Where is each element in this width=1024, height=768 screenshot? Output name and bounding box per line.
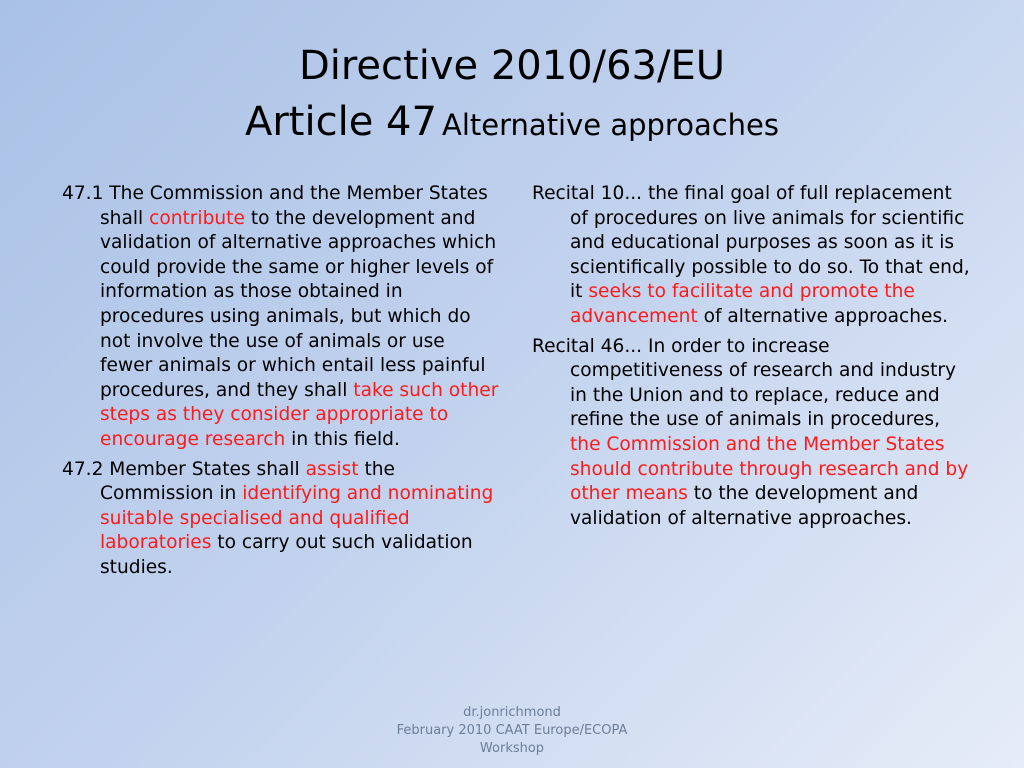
left-column xyxy=(62,182,502,586)
paragraph-recital-46 xyxy=(532,335,972,532)
text-segment: 47.2 Member States shall xyxy=(62,458,306,480)
text-segment: to the development and validation of alternative approaches which could provide the same or higher levels of information as those obtained in procedures using animals, but which do not involve the use of animals or use fewer animals or which entail less painful procedures, and they shall xyxy=(100,207,497,401)
slide-title xyxy=(0,38,1024,158)
title-article xyxy=(0,94,1024,158)
text-segment: Recital 10... the final goal of full replacement of procedures on live animals for scientific and educational purposes as soon as it is scientifically possible to do so. To that end, it xyxy=(532,183,970,303)
text-segment: to carry out such validation studies. xyxy=(100,532,473,578)
highlight-assist: assist xyxy=(305,458,359,480)
title-directive: Directive 2010/63/EU xyxy=(298,43,726,89)
text-segment: Recital 46... In order to increase competitiveness of research and industry in the Union and to replace, reduce and refine the use of animals in procedures, xyxy=(532,335,957,431)
highlight-facilitate-promote: seeks to facilitate and promote the advancement xyxy=(570,281,915,327)
title-article-subtitle: Alternative approaches xyxy=(442,108,779,142)
text-segment: the Commission in xyxy=(100,458,395,505)
highlight-laboratories: identifying and nominating suitable specialised and qualified laboratories xyxy=(100,483,494,554)
text-segment: to the development and validation of alternative approaches. xyxy=(570,483,919,529)
highlight-encourage-research: take such other steps as they consider appropriate to encourage research xyxy=(100,379,499,450)
title-article-number: Article 47 xyxy=(244,99,437,145)
paragraph-47-1 xyxy=(62,182,502,453)
footer-event: February 2010 CAAT Europe/ECOPA xyxy=(396,723,628,738)
slide-footer xyxy=(362,704,662,758)
paragraph-recital-10 xyxy=(532,182,972,330)
text-segment: 47.1 The Commission and the Member States shall xyxy=(62,183,488,229)
highlight-contribute: contribute xyxy=(149,207,245,229)
footer-author: dr.jonrichmond xyxy=(463,705,561,720)
paragraph-47-2 xyxy=(62,458,502,581)
text-segment: in this field. xyxy=(285,428,400,450)
text-segment: of alternative approaches. xyxy=(697,305,949,327)
highlight-commission-contribute: the Commission and the Member States should contribute through research and by other means xyxy=(570,433,969,505)
right-column xyxy=(532,182,972,536)
footer-event-cont: Workshop xyxy=(479,741,545,756)
